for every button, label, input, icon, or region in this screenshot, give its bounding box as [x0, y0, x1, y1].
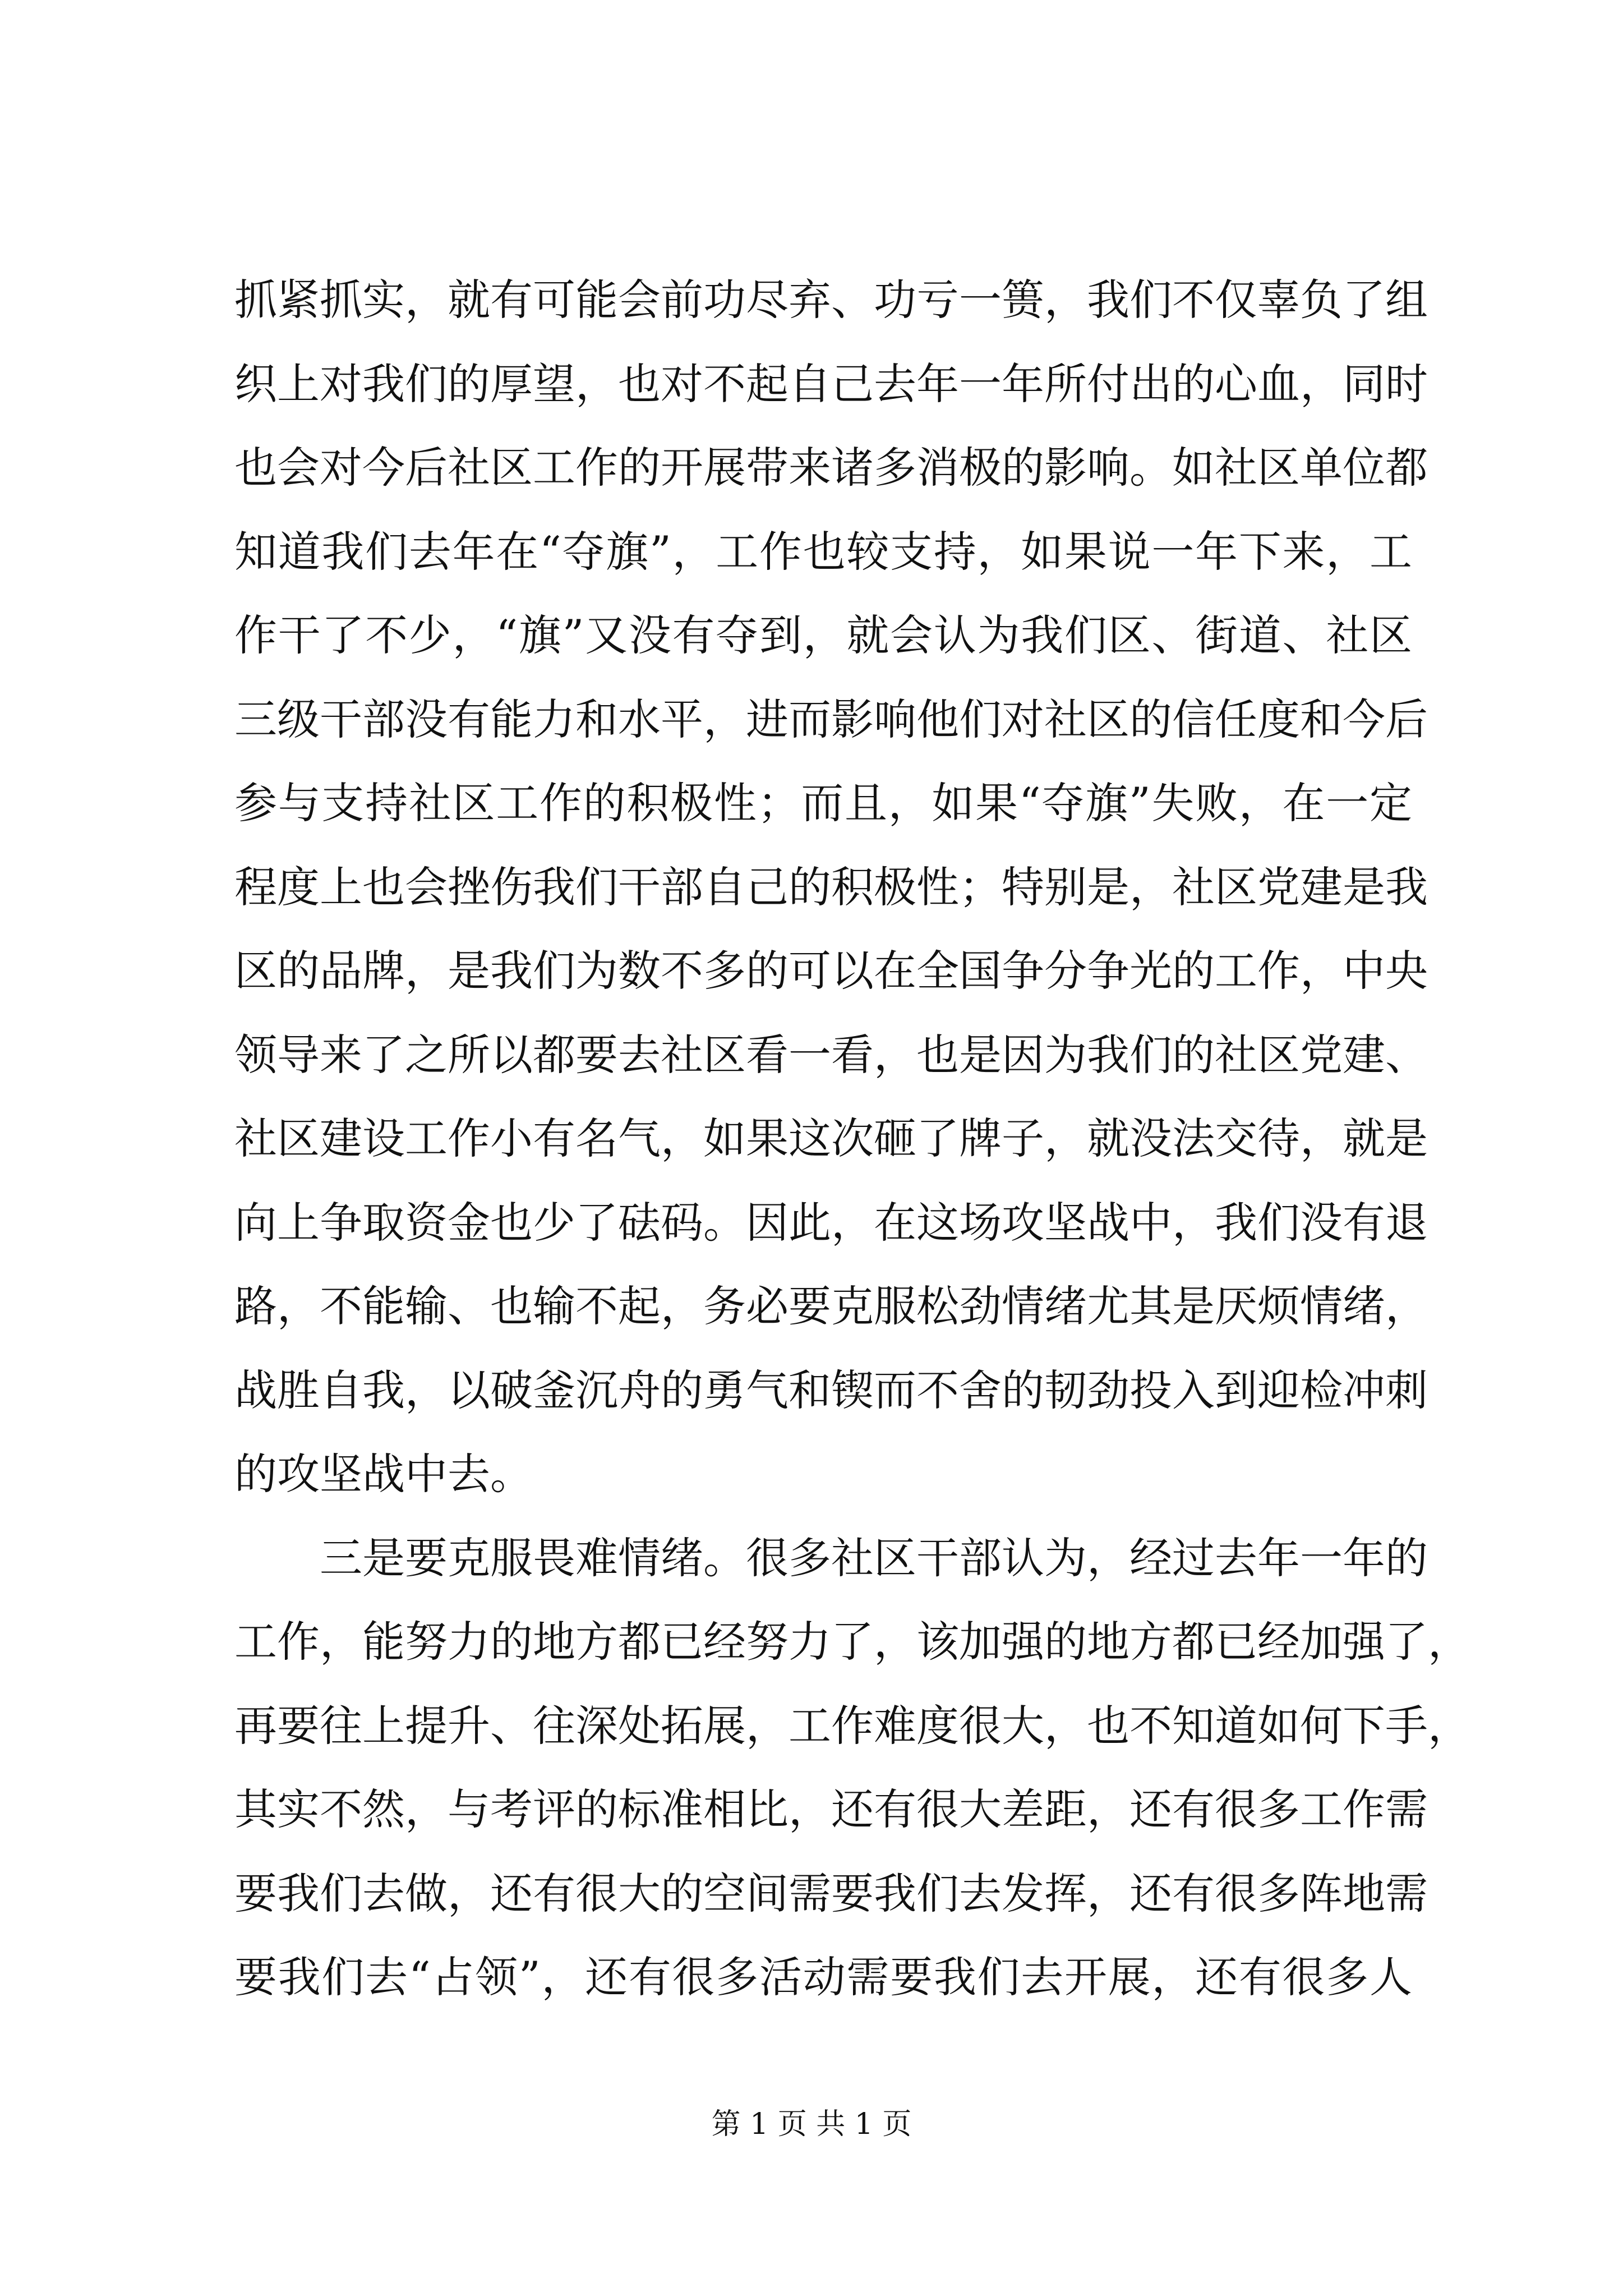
- text-line: 要我们去做，还有很大的空间需要我们去发挥，还有很多阵地需: [234, 1868, 1428, 1918]
- text-line: 三是要克服畏难情绪。很多社区干部认为，经过去年一年的: [320, 1533, 1428, 1583]
- text-line: 再要往上提升、往深处拓展，工作难度很大，也不知道如何下手，: [234, 1700, 1470, 1751]
- text-line: 向上争取资金也少了砝码。因此，在这场攻坚战中，我们没有退: [234, 1197, 1428, 1248]
- body-text: [234, 258, 1470, 2019]
- text-line: 区的品牌，是我们为数不多的可以在全国争分争光的工作，中央: [234, 946, 1428, 996]
- text-line: 也会对今后社区工作的开展带来诸多消极的影响。如社区单位都: [234, 443, 1428, 493]
- text-line: 其实不然，与考评的标准相比，还有很大差距，还有很多工作需: [234, 1784, 1428, 1834]
- page-number-footer: 第 1 页 共 1 页: [711, 2108, 912, 2141]
- text-line: 要我们去“占领”，还有很多活动需要我们去开展，还有很多人: [234, 1952, 1412, 2002]
- text-line: 社区建设工作小有名气，如果这次砸了牌子，就没法交待，就是: [234, 1114, 1428, 1163]
- text-line: 三级干部没有能力和水平，进而影响他们对社区的信任度和今后: [234, 694, 1428, 744]
- paragraph-2: [234, 1516, 1470, 2019]
- text-line: 路，不能输、也输不起，务必要克服松劲情绪尤其是厌烦情绪，: [234, 1281, 1428, 1331]
- text-line: 参与支持社区工作的积极性；而且，如果“夺旗”失败，在一定: [234, 778, 1412, 828]
- text-line: 程度上也会挫伤我们干部自己的积极性；特别是，社区党建是我: [234, 862, 1428, 912]
- text-line: 战胜自我，以破釜沉舟的勇气和锲而不舍的韧劲投入到迎检冲刺: [234, 1365, 1428, 1415]
- text-line: 知道我们去年在“夺旗”，工作也较支持，如果说一年下来，工: [234, 526, 1412, 577]
- text-line: 织上对我们的厚望，也对不起自己去年一年所付出的心血，同时: [234, 358, 1428, 409]
- text-line: 作干了不少，“旗”又没有夺到，就会认为我们区、街道、社区: [234, 610, 1412, 660]
- text-line: 工作，能努力的地方都已经努力了，该加强的地方都已经加强了，: [234, 1617, 1470, 1667]
- text-line: 抓紧抓实，就有可能会前功尽弃、功亏一篑，我们不仅辜负了组: [234, 275, 1428, 325]
- paragraph-1: [234, 258, 1428, 1516]
- text-line: 领导来了之所以都要去社区看一看，也是因为我们的社区党建、: [234, 1029, 1428, 1080]
- text-line: 的攻坚战中去。: [234, 1449, 533, 1499]
